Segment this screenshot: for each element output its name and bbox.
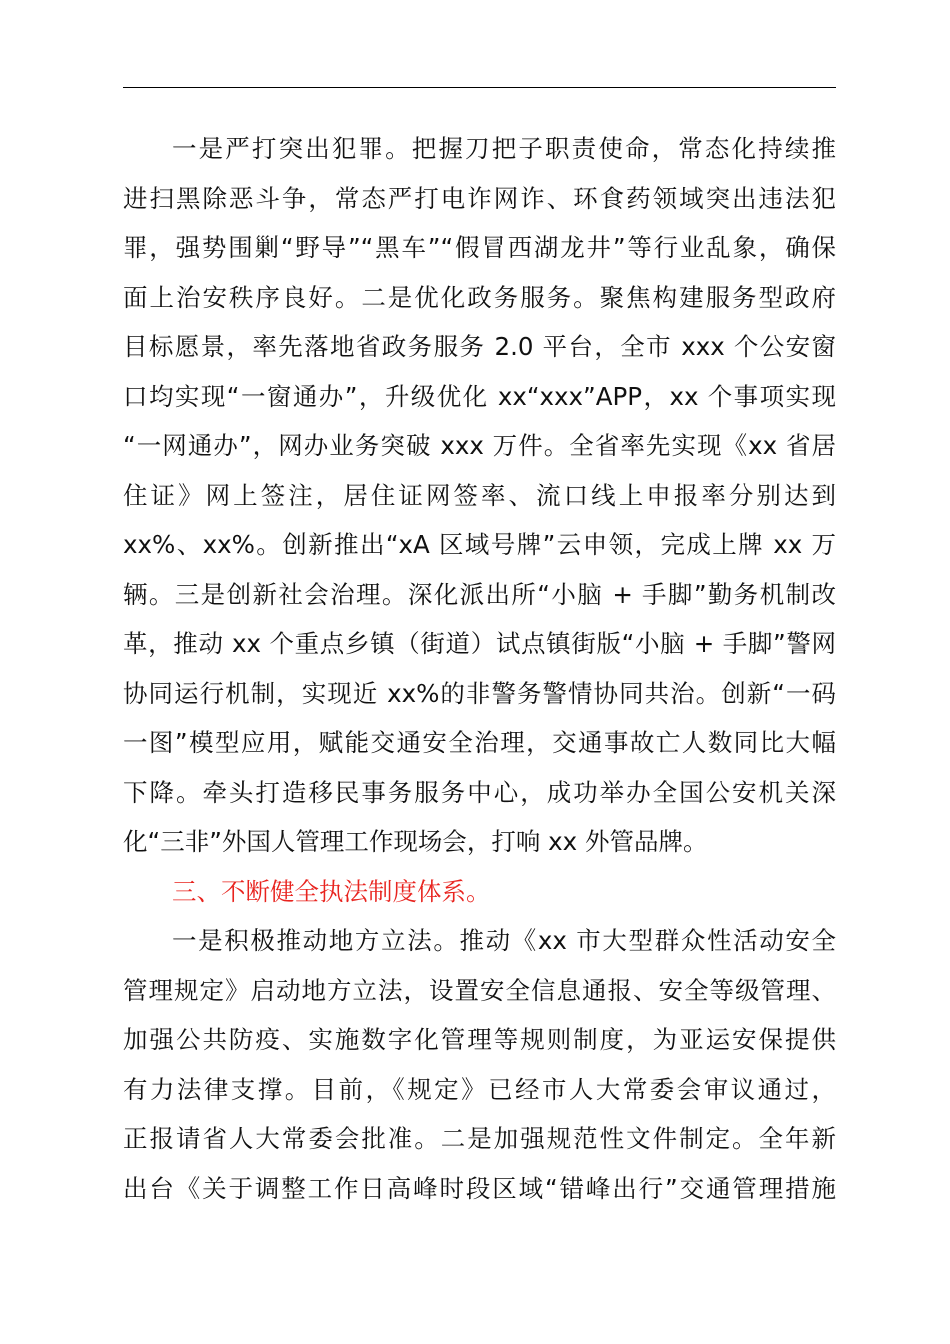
paragraph-line: 目标愿景，率先落地省政务服务 2.0 平台，全市 xxx 个公安窗 [123, 332, 836, 361]
document-body [123, 124, 836, 1213]
paragraph-line: 口均实现“一窗通办”，升级优化 xx“xxx”APP，xx 个事项实现 [123, 381, 836, 411]
header-rule [123, 87, 836, 88]
paragraph-line: 化“三非”外国人管理工作现场会，打响 xx 外管品牌。 [123, 827, 708, 856]
paragraph-line: 一是严打突出犯罪。把握刀把子职责使命，常态化持续推 [172, 134, 836, 163]
paragraph-line: 面上治安秩序良好。二是优化政务服务。聚焦构建服务型政府 [123, 282, 836, 312]
paragraph-line: 管理规定》启动地方立法，设置安全信息通报、安全等级管理、 [123, 975, 836, 1005]
paragraph-line: 正报请省人大常委会批准。二是加强规范性文件制定。全年新 [123, 1124, 836, 1153]
paragraph-line: 下降。牵头打造移民事务服务中心，成功举办全国公安机关深 [123, 777, 836, 807]
paragraph-line: “一网通办”，网办业务突破 xxx 万件。全省率先实现《xx 省居 [123, 431, 836, 460]
paragraph-line: 出台《关于调整工作日高峰时段区域“错峰出行”交通管理措施 [123, 1173, 836, 1203]
paragraph-line: 有力法律支撑。目前，《规定》已经市人大常委会审议通过， [123, 1074, 836, 1104]
paragraph-line: 进扫黑除恶斗争，常态严打电诈网诈、环食药领域突出违法犯 [123, 183, 836, 213]
paragraph-line: 辆。三是创新社会治理。深化派出所“小脑 + 手脚”勤务机制改 [123, 579, 836, 609]
paragraph-line: xx%、xx%。创新推出“xA 区域号牌”云申领，完成上牌 xx 万 [123, 530, 836, 559]
paragraph-line: 协同运行机制，实现近 xx%的非警务警情协同共治。创新“一码 [123, 678, 836, 708]
paragraph-line: 罪，强势围剿“野导”“黑车”“假冒西湖龙井”等行业乱象，确保 [123, 233, 836, 262]
paragraph-line: 加强公共防疫、实施数字化管理等规则制度，为亚运安保提供 [123, 1025, 836, 1054]
paragraph-line: 住证》网上签注，居住证网签率、流口线上申报率分别达到 [123, 480, 836, 510]
paragraph-line: 一是积极推动地方立法。推动《xx 市大型群众性活动安全 [172, 926, 836, 955]
paragraph-line: 革，推动 xx 个重点乡镇（街道）试点镇街版“小脑 + 手脚”警网 [123, 629, 836, 658]
paragraph-line: 一图”模型应用，赋能交通安全治理，交通事故亡人数同比大幅 [123, 728, 836, 757]
section-heading: 三、不断健全执法制度体系。 [172, 876, 491, 906]
